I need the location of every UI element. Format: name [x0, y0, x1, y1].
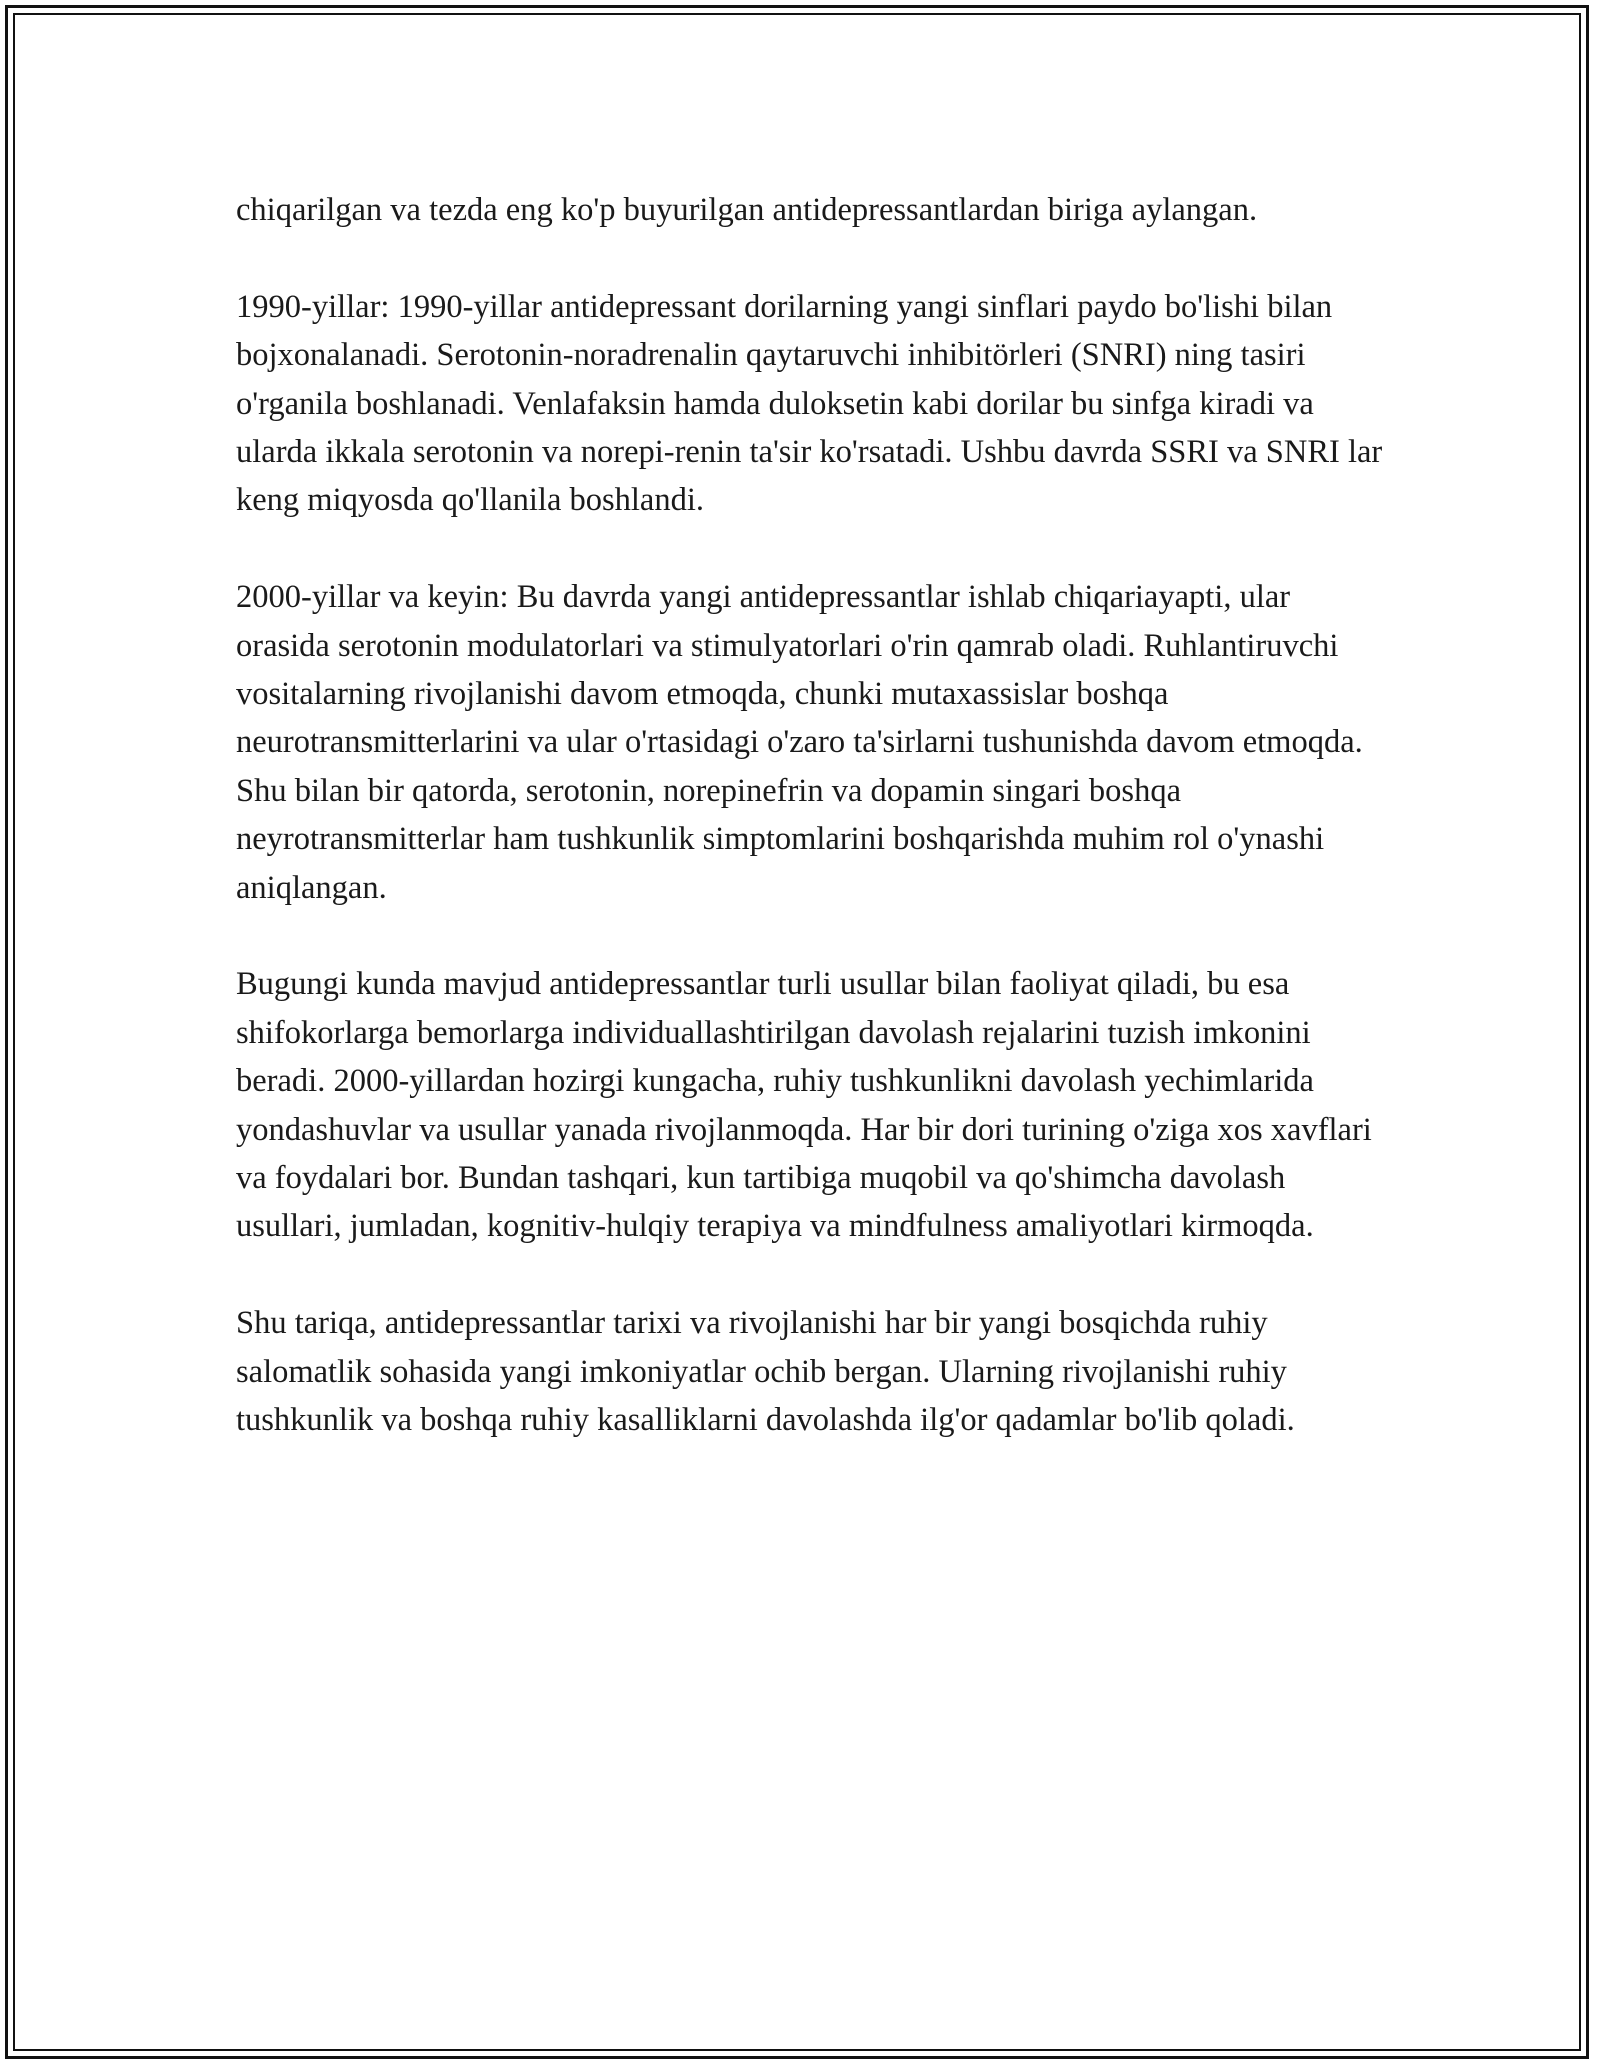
paragraph-continuation: chiqarilgan va tezda eng ko'p buyurilgan antidepressantlardan biriga aylangan.: [236, 192, 1258, 228]
paragraph-today: Bugungi kunda mavjud antidepressantlar turli usullar bilan faoliyat qiladi, bu esa shifokorlarga bemorlarga individuallashtirilgan davolash rejalarini tuzish imkonini beradi. 2000-yillardan hozirgi kungacha, ruhiy tushkunlikni davolash yechimlarida yondashuvlar va usullar yanada rivojlanmoqda. Har bir dori turining o'ziga xos xavflari va foydalari bor. Bundan tashqari, kun tartibiga muqobil va qo'shimcha davolash usullari, jumladan, kognitiv-hulqiy terapiya va mindfulness amaliyotlari kirmoqda.: [236, 966, 1372, 1245]
paragraph-2000s: 2000-yillar va keyin: Bu davrda yangi antidepressantlar ishlab chiqariayapti, ular orasida serotonin modulatorlari va stimulyatorlari o'rin qamrab oladi. Ruhlantiruvchi vositalarning rivojlanishi davom etmoqda, chunki mutaxassislar boshqa neurotransmitterlarini va ular o'rtasidagi o'zaro ta'sirlarni tushunishda davom etmoqda. Shu bilan bir qatorda, serotonin, norepinefrin va dopamin singari boshqa neyrotransmitterlar ham tushkunlik simptomlarini boshqarishda muhim rol o'ynashi aniqlangan.: [236, 579, 1363, 906]
paragraph-conclusion: Shu tariqa, antidepressantlar tarixi va rivojlanishi har bir yangi bosqichda ruhiy salomatlik sohasida yangi imkoniyatlar ochib bergan. Ularning rivojlanishi ruhiy tushkunlik va boshqa ruhiy kasalliklarni davolashda ilg'or qadamlar bo'lib qoladi.: [236, 1305, 1295, 1439]
paragraph-1990s: 1990-yillar: 1990-yillar antidepressant dorilarning yangi sinflari paydo bo'lishi bilan bojxonalanadi. Serotonin-noradrenalin qaytaruvchi inhibitörleri (SNRI) ning tasiri o'rganila boshlanadi. Venlafaksin hamda duloksetin kabi dorilar bu sinfga kiradi va ularda ikkala serotonin va norepi-renin ta'sir ko'rsatadi. Ushbu davrda SSRI va SNRI lar keng miqyosda qo'llanila boshlandi.: [236, 288, 1383, 519]
document-body: [236, 186, 1386, 1493]
